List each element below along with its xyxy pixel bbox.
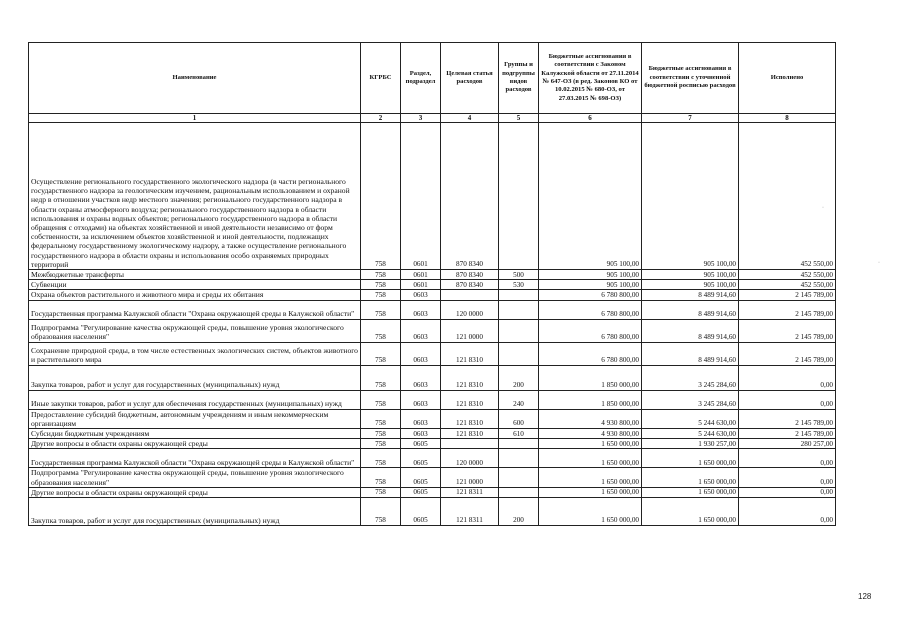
row-name: Другие вопросы в области охраны окружающей среды: [29, 439, 361, 449]
row-target: 870 8340: [441, 123, 499, 270]
row-budget-refined: 3 245 284,60: [642, 365, 739, 390]
row-target: 121 8311: [441, 487, 499, 497]
table-row: [29, 270, 836, 280]
col-number: 5: [499, 114, 539, 123]
row-budget-law: 6 780 800,00: [539, 342, 642, 365]
row-execution: 0,00: [739, 468, 836, 487]
row-execution: 0,00: [739, 487, 836, 497]
row-budget-law: 1 850 000,00: [539, 365, 642, 390]
table-row: [29, 123, 836, 270]
row-target: 121 8310: [441, 429, 499, 439]
row-budget-law: 1 650 000,00: [539, 487, 642, 497]
row-name: Осуществление регионального государственного экологического надзора (в части регионального государственного надзора за геологическим изучением, рациональным использованием и охраной недр в отношении участков недр местного значения; регионального государственного надзора в области охраны атмосферного воздуха; регионального государственного надзора в области использования и охраны водных объектов; регионального государственного надзора в области обращения с отходами) на объектах хозяйственной и иной деятельности независимо от форм собственности, за исключением объектов хозяйственной и иной деятельности, подлежащих федеральному государственному экологическому надзору, а также осуществление регионального государственного надзора в области охраны и использования особо охраняемых природных территорий: [29, 123, 361, 270]
row-target: 870 8340: [441, 280, 499, 290]
table-row: [29, 487, 836, 497]
row-budget-law: 1 650 000,00: [539, 498, 642, 526]
row-kgrbs: 758: [361, 439, 401, 449]
row-target: [441, 290, 499, 300]
row-name: Субвенции: [29, 280, 361, 290]
row-group: [499, 342, 539, 365]
row-section: 0605: [401, 468, 441, 487]
row-budget-refined: 8 489 914,60: [642, 319, 739, 342]
row-budget-law: 6 780 800,00: [539, 300, 642, 319]
table-row: [29, 365, 836, 390]
row-execution: 280 257,00: [739, 439, 836, 449]
row-kgrbs: 758: [361, 487, 401, 497]
col-number: 2: [361, 114, 401, 123]
row-execution: 2 145 789,00: [739, 319, 836, 342]
row-budget-refined: 905 100,00: [642, 123, 739, 270]
row-target: 121 0000: [441, 468, 499, 487]
row-target: [441, 439, 499, 449]
row-target: 120 0000: [441, 300, 499, 319]
row-execution: 0,00: [739, 390, 836, 409]
row-group: 500: [499, 270, 539, 280]
row-budget-law: 905 100,00: [539, 270, 642, 280]
row-budget-refined: 5 244 630,00: [642, 409, 739, 428]
row-kgrbs: 758: [361, 365, 401, 390]
row-group: [499, 439, 539, 449]
row-kgrbs: 758: [361, 468, 401, 487]
row-target: 870 8340: [441, 270, 499, 280]
row-target: 121 8310: [441, 342, 499, 365]
row-section: 0601: [401, 123, 441, 270]
row-execution: 0,00: [739, 365, 836, 390]
row-target: 121 0000: [441, 319, 499, 342]
row-kgrbs: 758: [361, 280, 401, 290]
row-name: Закупка товаров, работ и услуг для государственных (муниципальных) нужд: [29, 498, 361, 526]
table-row: [29, 409, 836, 428]
header-row: [29, 43, 836, 114]
scan-mark: ·: [822, 205, 824, 211]
row-budget-law: 4 930 800,00: [539, 429, 642, 439]
row-target: 121 8311: [441, 498, 499, 526]
row-group: [499, 300, 539, 319]
row-target: 120 0000: [441, 449, 499, 468]
table-row: [29, 439, 836, 449]
row-section: 0605: [401, 439, 441, 449]
row-execution: 2 145 789,00: [739, 290, 836, 300]
row-kgrbs: 758: [361, 300, 401, 319]
row-section: 0603: [401, 300, 441, 319]
row-kgrbs: 758: [361, 123, 401, 270]
col-number: 4: [441, 114, 499, 123]
col-number: 8: [739, 114, 836, 123]
row-budget-refined: 8 489 914,60: [642, 342, 739, 365]
row-section: 0605: [401, 449, 441, 468]
row-target: 121 8310: [441, 409, 499, 428]
budget-table: [28, 42, 836, 526]
row-budget-refined: 905 100,00: [642, 270, 739, 280]
header-execution: Исполнено: [739, 43, 836, 114]
row-section: 0603: [401, 319, 441, 342]
header-name: Наименование: [29, 43, 361, 114]
column-number-row: [29, 114, 836, 123]
row-kgrbs: 758: [361, 449, 401, 468]
row-budget-law: 1 650 000,00: [539, 449, 642, 468]
header-kgrbs: КГРБС: [361, 43, 401, 114]
row-budget-law: 4 930 800,00: [539, 409, 642, 428]
row-execution: 2 145 789,00: [739, 342, 836, 365]
table-row: [29, 429, 836, 439]
row-kgrbs: 758: [361, 290, 401, 300]
row-section: 0603: [401, 342, 441, 365]
row-group: [499, 319, 539, 342]
row-section: 0603: [401, 390, 441, 409]
row-budget-law: 905 100,00: [539, 280, 642, 290]
row-budget-refined: 3 245 284,60: [642, 390, 739, 409]
header-target: Целевая статья расходов: [441, 43, 499, 114]
row-name: Предоставление субсидий бюджетным, автономным учреждениям и иным некоммерческим организациям: [29, 409, 361, 428]
row-budget-refined: 8 489 914,60: [642, 290, 739, 300]
row-name: Межбюджетные трансферты: [29, 270, 361, 280]
table-row: [29, 342, 836, 365]
table-row: [29, 300, 836, 319]
row-budget-law: 1 850 000,00: [539, 390, 642, 409]
row-budget-law: 905 100,00: [539, 123, 642, 270]
col-number: 3: [401, 114, 441, 123]
row-kgrbs: 758: [361, 390, 401, 409]
table-row: [29, 498, 836, 526]
row-execution: 2 145 789,00: [739, 409, 836, 428]
row-budget-law: 1 650 000,00: [539, 468, 642, 487]
row-budget-refined: 1 650 000,00: [642, 449, 739, 468]
row-section: 0603: [401, 290, 441, 300]
row-group: 610: [499, 429, 539, 439]
table-row: [29, 468, 836, 487]
row-budget-refined: 1 650 000,00: [642, 468, 739, 487]
row-budget-refined: 905 100,00: [642, 280, 739, 290]
row-section: 0605: [401, 498, 441, 526]
row-execution: 0,00: [739, 449, 836, 468]
row-kgrbs: 758: [361, 270, 401, 280]
row-name: Государственная программа Калужской области "Охрана окружающей среды в Калужской области": [29, 300, 361, 319]
row-kgrbs: 758: [361, 409, 401, 428]
row-budget-law: 1 650 000,00: [539, 439, 642, 449]
header-group: Группы и подгруппы видов расходов: [499, 43, 539, 114]
row-budget-refined: 1 650 000,00: [642, 498, 739, 526]
row-kgrbs: 758: [361, 342, 401, 365]
row-name: Охрана объектов растительного и животного мира и среды их обитания: [29, 290, 361, 300]
row-target: 121 8310: [441, 365, 499, 390]
row-group: 530: [499, 280, 539, 290]
row-section: 0605: [401, 487, 441, 497]
table-row: [29, 390, 836, 409]
row-name: Государственная программа Калужской области "Охрана окружающей среды в Калужской области": [29, 449, 361, 468]
row-section: 0603: [401, 365, 441, 390]
row-name: Подпрограмма "Регулирование качества окружающей среды, повышение уровня экологического образования населения": [29, 468, 361, 487]
row-target: 121 8310: [441, 390, 499, 409]
header-section: Раздел, подраздел: [401, 43, 441, 114]
page-number: 128: [858, 592, 872, 601]
row-execution: 452 550,00: [739, 270, 836, 280]
row-group: [499, 468, 539, 487]
table-row: [29, 280, 836, 290]
row-execution: 452 550,00: [739, 280, 836, 290]
row-execution: 0,00: [739, 498, 836, 526]
col-number: 6: [539, 114, 642, 123]
row-group: [499, 487, 539, 497]
table-row: [29, 449, 836, 468]
row-budget-refined: 8 489 914,60: [642, 300, 739, 319]
header-budget-law: Бюджетные ассигнования в соответствии с Законом Калужской области от 27.11.2014 № 647-ОЗ (в ред. Законов КО от 10.02.2015 № 680-ОЗ, от 27.03.2015 № 698-ОЗ): [539, 43, 642, 114]
table-body: [29, 123, 836, 526]
budget-table-sheet: [28, 42, 836, 526]
row-group: 200: [499, 498, 539, 526]
row-name: Сохранение природной среды, в том числе естественных экологических систем, объектов животного и растительного мира: [29, 342, 361, 365]
row-execution: 452 550,00: [739, 123, 836, 270]
row-group: [499, 449, 539, 468]
row-name: Субсидии бюджетным учреждениям: [29, 429, 361, 439]
row-section: 0601: [401, 270, 441, 280]
row-budget-law: 6 780 800,00: [539, 319, 642, 342]
row-group: [499, 123, 539, 270]
row-group: 200: [499, 365, 539, 390]
row-name: Закупка товаров, работ и услуг для государственных (муниципальных) нужд: [29, 365, 361, 390]
row-section: 0603: [401, 409, 441, 428]
row-kgrbs: 758: [361, 498, 401, 526]
row-group: [499, 290, 539, 300]
row-section: 0603: [401, 429, 441, 439]
row-budget-refined: 5 244 630,00: [642, 429, 739, 439]
row-name: Другие вопросы в области охраны окружающей среды: [29, 487, 361, 497]
table-row: [29, 290, 836, 300]
header-budget-refined: Бюджетные ассигнования в соответствии с уточненной бюджетной росписью расходов: [642, 43, 739, 114]
row-kgrbs: 758: [361, 319, 401, 342]
row-section: 0601: [401, 280, 441, 290]
row-name: Иные закупки товаров, работ и услуг для обеспечения государственных (муниципальных) нужд: [29, 390, 361, 409]
row-name: Подпрограмма "Регулирование качества окружающей среды, повышение уровня экологического образования населения": [29, 319, 361, 342]
row-kgrbs: 758: [361, 429, 401, 439]
row-budget-law: 6 780 800,00: [539, 290, 642, 300]
row-budget-refined: 1 650 000,00: [642, 487, 739, 497]
table-row: [29, 319, 836, 342]
row-execution: 2 145 789,00: [739, 429, 836, 439]
row-execution: 2 145 789,00: [739, 300, 836, 319]
row-group: 240: [499, 390, 539, 409]
scan-mark: ·: [878, 260, 880, 266]
col-number: 1: [29, 114, 361, 123]
row-budget-refined: 1 930 257,00: [642, 439, 739, 449]
row-group: 600: [499, 409, 539, 428]
col-number: 7: [642, 114, 739, 123]
